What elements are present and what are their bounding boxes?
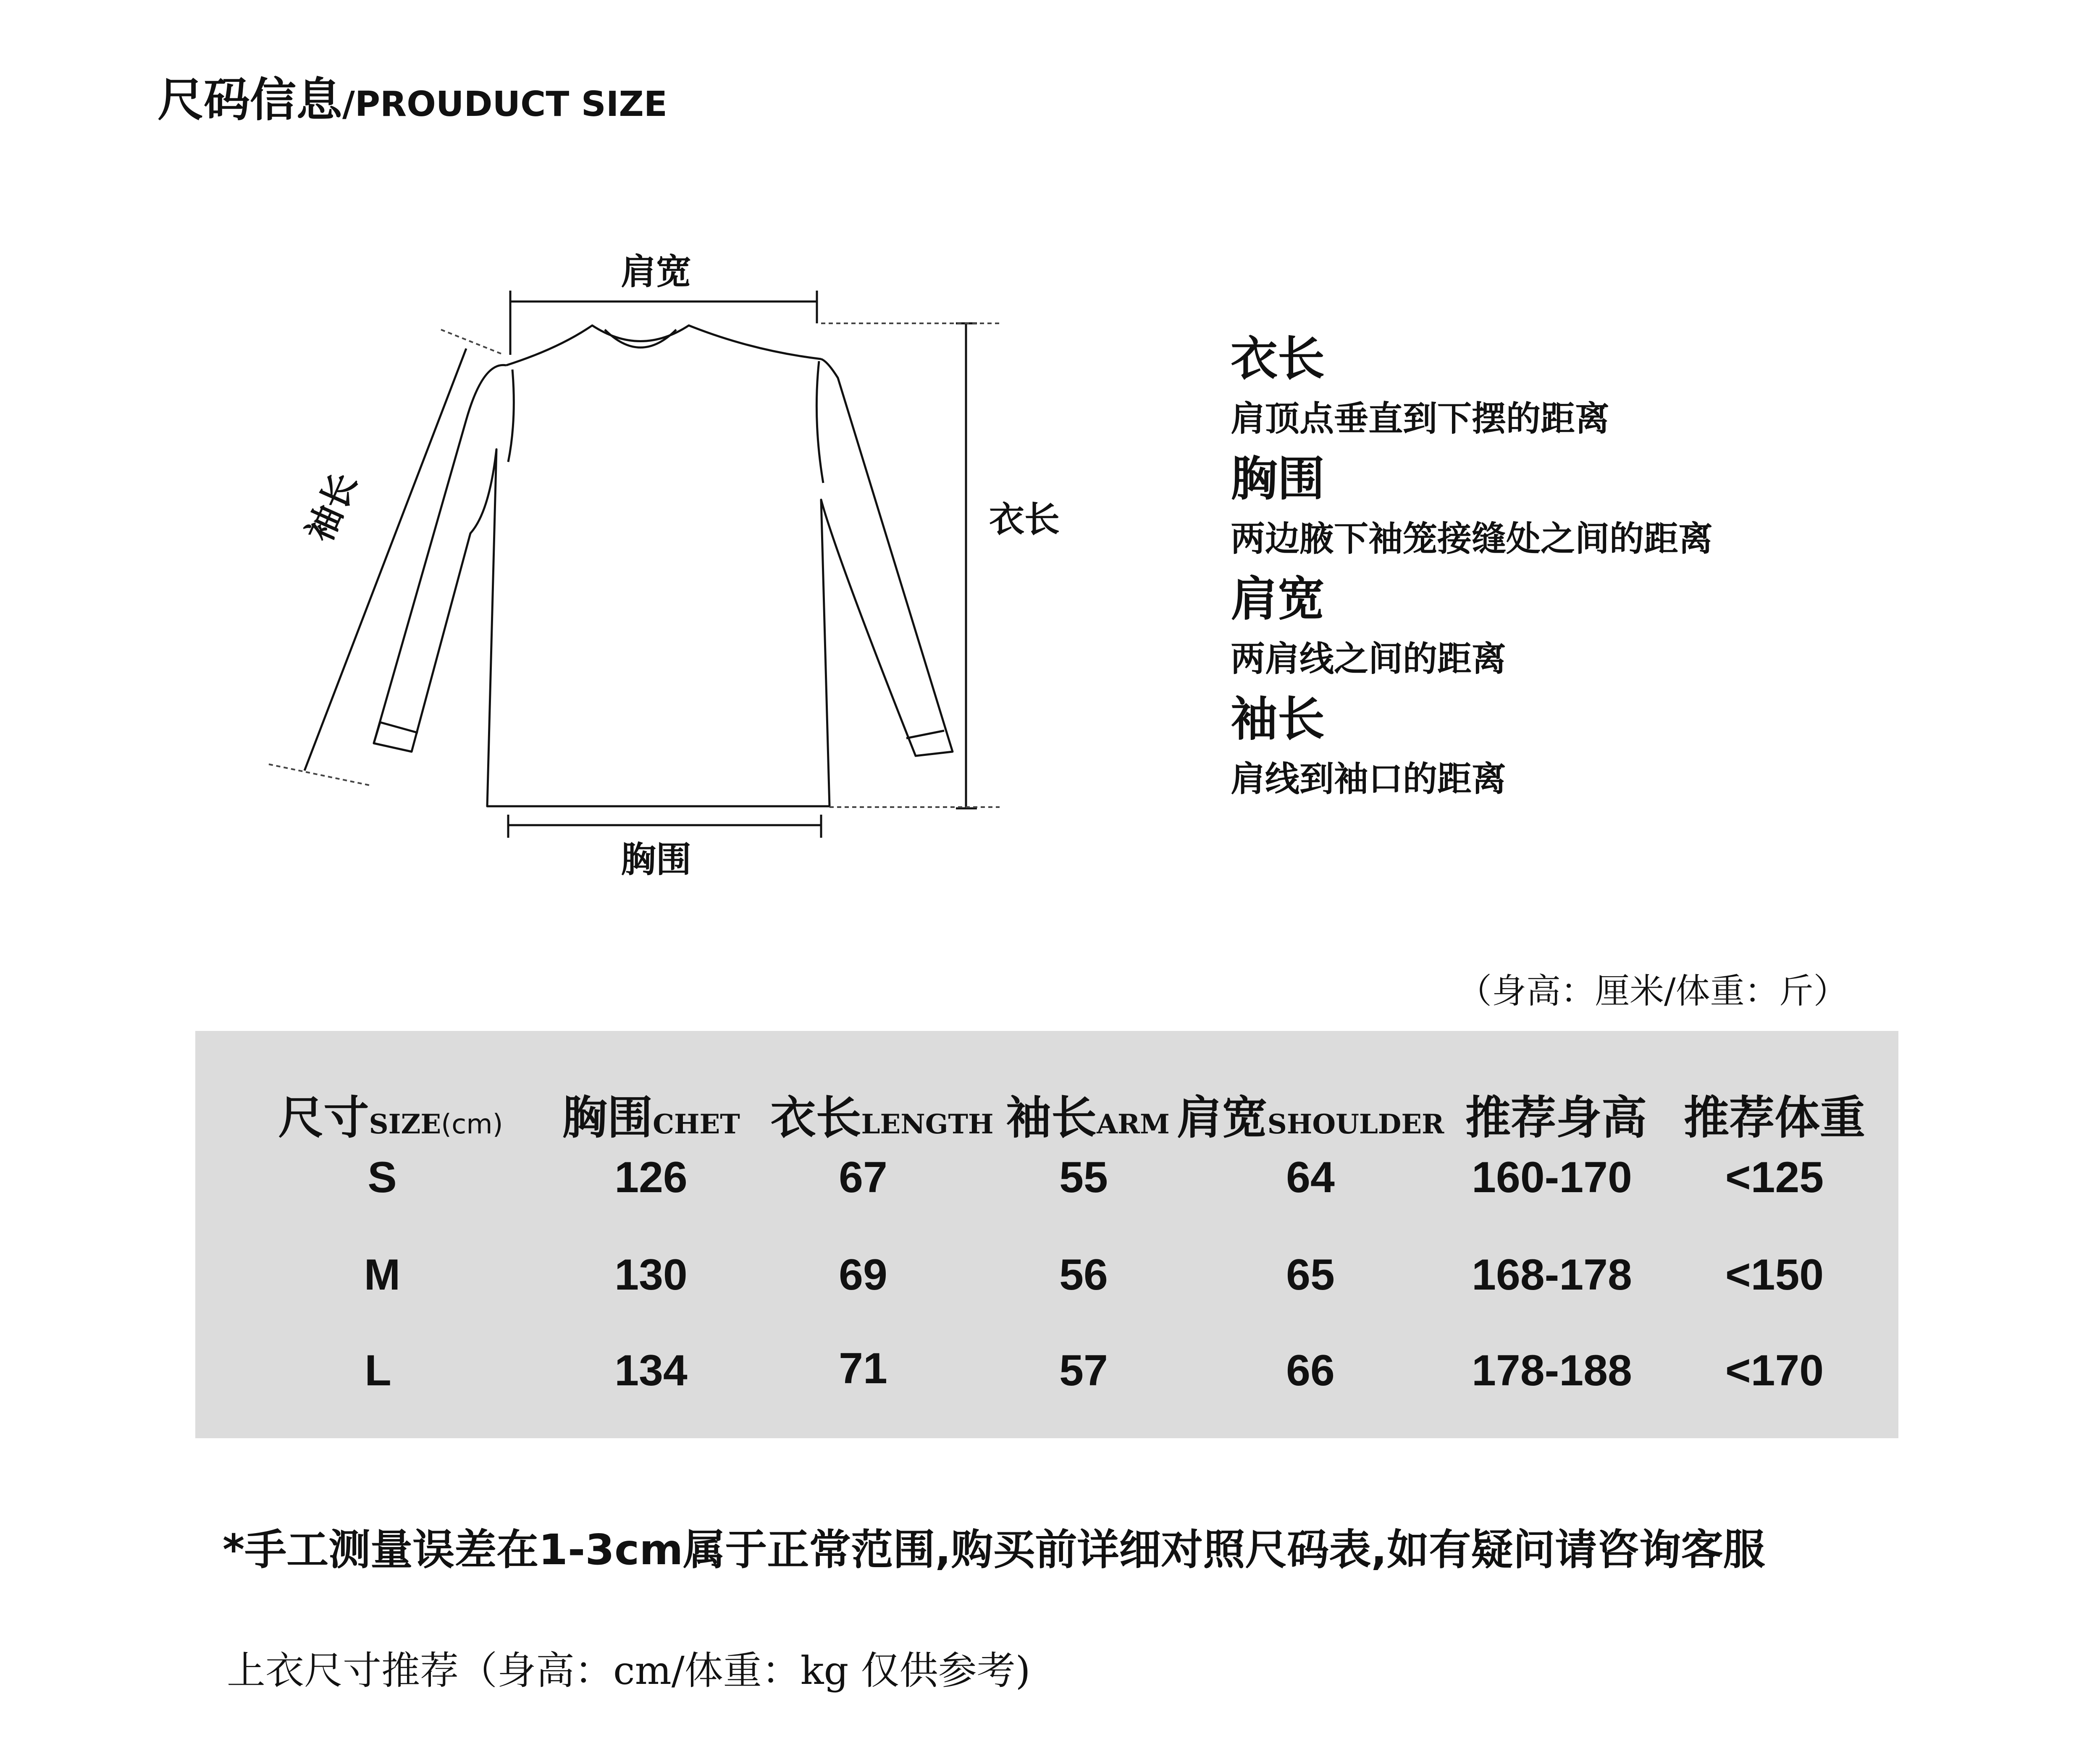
measurement-descriptions xyxy=(1231,328,1713,808)
desc-text: 肩顶点垂直到下摆的距离 xyxy=(1231,399,1610,439)
desc-heading: 胸围 xyxy=(1231,452,1325,506)
cell-rec-height: 178-188 xyxy=(1472,1346,1632,1395)
header-rec-height: 推荐身高 xyxy=(1465,1092,1647,1144)
desc-heading: 衣长 xyxy=(1231,332,1325,386)
header-length: 衣长LENGTH xyxy=(770,1092,994,1144)
cell-rec-height: 168-178 xyxy=(1472,1251,1632,1299)
cell-shoulder: 66 xyxy=(1286,1346,1335,1395)
cell-length: 71 xyxy=(839,1344,887,1393)
footer-note: 上衣尺寸推荐（身高：cm/体重：kg 仅供参考) xyxy=(227,1648,1031,1693)
sleeve-measure-line xyxy=(304,349,466,771)
cell-chest: 134 xyxy=(614,1346,688,1395)
sleeve-label: 袖长 xyxy=(299,467,365,548)
desc-length xyxy=(1231,328,1713,448)
cell-size: S xyxy=(368,1153,397,1202)
desc-text: 肩线到袖口的距离 xyxy=(1231,759,1507,799)
measurement-error-note: *手工测量误差在1-3cm属于正常范围,购买前详细对照尺码表,如有疑问请咨询客服 xyxy=(223,1525,1765,1574)
cell-rec-weight: <150 xyxy=(1725,1251,1824,1299)
desc-heading: 肩宽 xyxy=(1231,572,1325,627)
cell-rec-weight: <125 xyxy=(1725,1153,1824,1202)
chest-label: 胸围 xyxy=(621,839,692,880)
unit-note: （身高：厘米/体重：斤） xyxy=(1457,971,1848,1011)
desc-text: 两肩线之间的距离 xyxy=(1231,639,1507,679)
cell-shoulder: 65 xyxy=(1286,1251,1335,1299)
header-rec-weight: 推荐体重 xyxy=(1683,1092,1866,1144)
garment-collar xyxy=(506,325,821,365)
desc-heading: 袖长 xyxy=(1231,692,1325,747)
title-en: /PROUDUCT SIZE xyxy=(342,84,667,124)
garment-outline xyxy=(374,359,953,806)
header-chest: 胸围CHET xyxy=(562,1092,740,1144)
desc-sleeve xyxy=(1231,688,1713,808)
desc-text: 两边腋下袖笼接缝处之间的距离 xyxy=(1231,519,1713,559)
header-shoulder: 肩宽SHOULDER xyxy=(1176,1092,1444,1144)
cell-arm: 55 xyxy=(1059,1153,1108,1202)
title-cn: 尺码信息 xyxy=(158,73,342,127)
cell-rec-height: 160-170 xyxy=(1472,1153,1632,1202)
header-size: 尺寸SIZE(cm) xyxy=(278,1092,503,1144)
desc-chest xyxy=(1231,448,1713,568)
cell-length: 67 xyxy=(839,1153,887,1202)
cell-length: 69 xyxy=(839,1251,887,1299)
cell-rec-weight: <170 xyxy=(1725,1346,1824,1395)
size-table xyxy=(195,1031,1898,1438)
cell-chest: 130 xyxy=(614,1251,688,1299)
cell-arm: 56 xyxy=(1059,1251,1108,1299)
desc-shoulder xyxy=(1231,568,1713,688)
cell-size: M xyxy=(364,1251,401,1299)
cell-shoulder: 64 xyxy=(1286,1153,1335,1202)
shoulder-label: 肩宽 xyxy=(621,251,692,292)
cell-chest: 126 xyxy=(614,1153,688,1202)
cell-arm: 57 xyxy=(1059,1346,1108,1395)
length-label: 衣长 xyxy=(989,499,1060,540)
cell-size: L xyxy=(365,1346,391,1395)
header-arm: 袖长ARM xyxy=(1006,1092,1170,1144)
